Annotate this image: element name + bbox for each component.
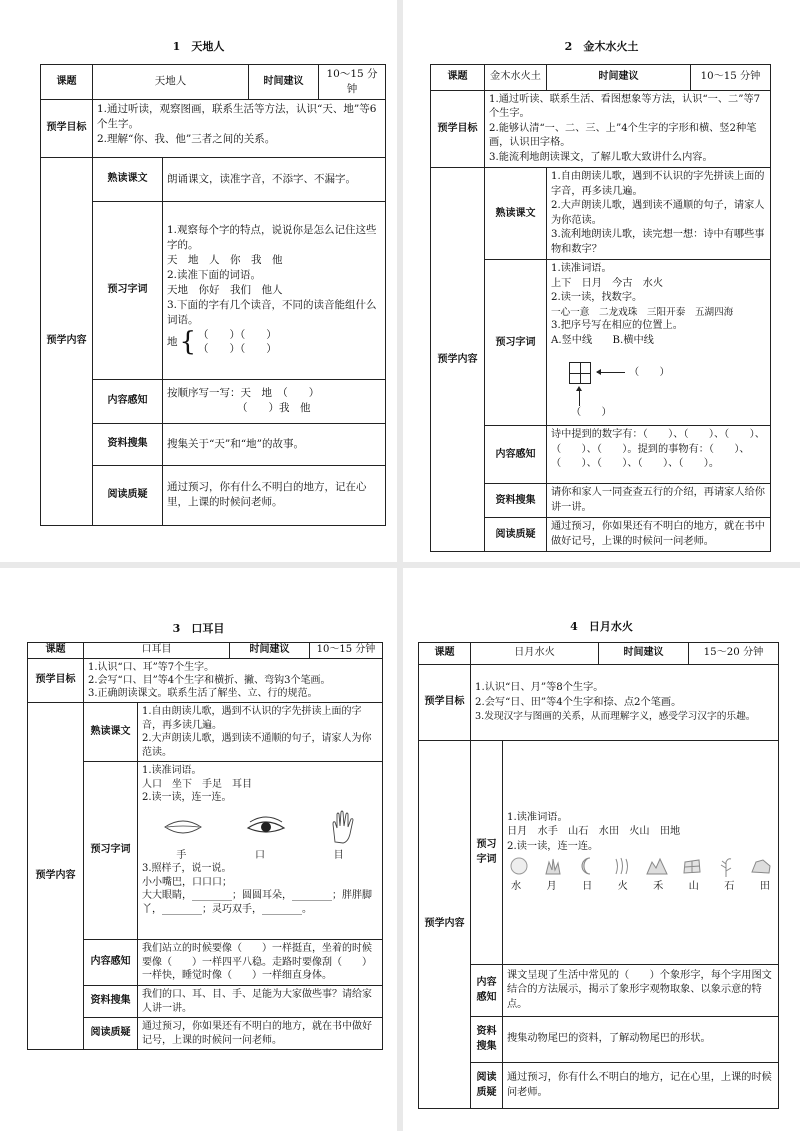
stone-icon xyxy=(750,856,772,876)
label-zhiyi: 阅读 质疑 xyxy=(471,1063,503,1109)
di-polyphone: 地 { （ ）（ ） （ ）（ ） xyxy=(167,327,277,358)
lesson-time: 10～15 分钟 xyxy=(319,65,386,100)
sun-icon xyxy=(509,856,529,876)
label-goal: 预学目标 xyxy=(419,665,471,741)
lesson-table xyxy=(27,642,383,1050)
lesson-table xyxy=(40,64,386,526)
label-content: 预学内容 xyxy=(28,703,84,1050)
mountain-icon xyxy=(646,856,668,876)
arrow-left-icon xyxy=(597,372,625,373)
label-ziliao: 资料搜集 xyxy=(485,484,547,518)
yuxi-content: 1.读准词语。 上下 日月 今古 水火 2.读一读，找数字。 一心一意 二龙戏珠 三阳开泰 五湖四海 3.把序号写在相应的位置上。 A.竖中线 B.横中线 （ ） （ ） xyxy=(547,260,771,426)
label-content: 预学内容 xyxy=(419,741,471,1109)
ziliao-text: 我们的口、耳、目、手、足能为大家做些事？请给家人讲一讲。 xyxy=(138,986,383,1018)
label-zhiyi: 阅读质疑 xyxy=(485,518,547,552)
label-keti: 课题 xyxy=(28,643,84,659)
label-yuxi: 预习字词 xyxy=(93,201,163,379)
page-lesson-4 xyxy=(403,568,800,1131)
page-lesson-1 xyxy=(0,0,397,562)
yuxi-content: 1.读准词语。 人口 坐下 手足 耳目 2.读一读，连一连。 手 口 目 3.照样子，说一说。 小小嘴巴，口口口； 大大眼睛，________；圆圆耳朵，________；胖胖脚丫，________；灵巧双手，________。 xyxy=(138,762,383,940)
goal-text: 1.通过听读，观察图画，联系生活等方法，认识“天、地”等6个生字。 2.理解“你、我、他”三者之间的关系。 xyxy=(93,99,386,157)
zhiyi-text: 通过预习，你如果还有不明白的地方，就在书中做好记号，上课的时候问一问老师。 xyxy=(138,1018,383,1050)
label-keti: 课题 xyxy=(41,65,93,100)
zhiyi-text: 通过预习，你有什么不明白的地方，记在心里，上课的时候问老师。 xyxy=(503,1063,779,1109)
label-yuxi: 预习字词 xyxy=(84,762,138,940)
zhiyi-text: 通过预习，你如果还有不明白的地方，就在书中做好记号，上课的时候问一问老师。 xyxy=(547,518,771,552)
label-yuxi: 预习字词 xyxy=(485,260,547,426)
label-ziliao: 资料 搜集 xyxy=(471,1017,503,1063)
ganzhi-text: 按顺序写一写：天 地 （ ） （ ）我 他 xyxy=(163,379,386,423)
ganzhi-text: 我们站立的时候要像（ ）一样挺直，坐着的时候要像（ ）一样四平八稳。走路时要像刮（ ）一样快，睡觉时像（ ）一样细直身体。 xyxy=(138,940,383,986)
label-ganzhi: 内容感知 xyxy=(485,426,547,484)
lesson-name: 口耳目 xyxy=(84,643,230,659)
goal-text: 1.认识“日、月”等8个生字。 2.会写“日、田”等4个生字和捺、点2个笔画。 3.发现汉字与图画的关系，从而理解字义，感受学习汉字的乐趣。 xyxy=(471,665,779,741)
label-yuxi: 预习 字词 xyxy=(471,741,503,965)
lesson-time: 15～20 分钟 xyxy=(689,643,779,665)
ziliao-text: 搜集动物尾巴的资料，了解动物尾巴的形状。 xyxy=(503,1017,779,1063)
grain-icon xyxy=(716,856,736,878)
lesson-name: 金木水火土 xyxy=(485,65,547,91)
tianzige-grid-icon xyxy=(569,362,591,384)
char-row: 手 口 目 xyxy=(176,849,344,861)
label-shudu: 熟读课文 xyxy=(84,703,138,762)
ganzhi-text: 诗中提到的数字有：（ ）、（ ）、（ ）、（ ）、（ ）。提到的事物有：（ ）、（ ）、（ ）、（ ）、（ ）。 xyxy=(547,426,771,484)
zhiyi-text: 通过预习，你有什么不明白的地方，记在心里，上课的时候问老师。 xyxy=(163,465,386,525)
label-zhiyi: 阅读质疑 xyxy=(84,1018,138,1050)
label-keti: 课题 xyxy=(419,643,471,665)
label-goal: 预学目标 xyxy=(41,99,93,157)
lesson-table xyxy=(418,642,779,1109)
moon-icon xyxy=(577,856,597,876)
lesson-name: 天地人 xyxy=(93,65,249,100)
yuxi-content: 1.观察每个字的特点，说说你是怎么记住这些字的。 天 地 人 你 我 他 2.读准下面的词语。 天地 你好 我们 他人 3.下面的字有几个读音，不同的读音能组什么词语。 地 { （ ）（ ） （ ）（ ） xyxy=(163,201,386,379)
label-time: 时间建议 xyxy=(547,65,691,91)
tianzige-exercise: （ ） （ ） xyxy=(551,354,766,416)
label-ganzhi: 内容感知 xyxy=(93,379,163,423)
mouth-icon xyxy=(163,817,203,837)
picture-row xyxy=(142,809,378,845)
lesson-table xyxy=(430,64,771,552)
label-ganzhi: 内容感知 xyxy=(84,940,138,986)
hand-icon xyxy=(329,810,357,844)
ziliao-text: 请你和家人一同查查五行的介绍，再请家人给你讲一讲。 xyxy=(547,484,771,518)
label-time: 时间建议 xyxy=(230,643,310,659)
label-content: 预学内容 xyxy=(41,157,93,525)
label-goal: 预学目标 xyxy=(431,91,485,168)
fire-icon xyxy=(543,856,563,876)
ganzhi-text: 课文呈现了生活中常见的（ ）个象形字，每个字用图文结合的方法展示，揭示了象形字观物取象、以象示意的特点。 xyxy=(503,965,779,1017)
goal-text: 1.通过听读、联系生活、看图想象等方法，认识“一、二”等7个生字。 2.能够认清“一、二、三、上”4个生字的字形和横、竖2种笔画，认识田字格。 3.能流利地朗读课文，了解儿歌大致讲什么内容。 xyxy=(485,91,771,168)
shudu-text: 1.自由朗读儿歌，遇到不认识的字先拼读上面的字音，再多读几遍。 2.大声朗读儿歌，遇到读不通顺的句子，请家人为你范读。 xyxy=(138,703,383,762)
label-zhiyi: 阅读质疑 xyxy=(93,465,163,525)
label-content: 预学内容 xyxy=(431,168,485,552)
label-time: 时间建议 xyxy=(249,65,319,100)
lesson-name: 日月水火 xyxy=(471,643,599,665)
label-shudu: 熟读课文 xyxy=(93,157,163,201)
shudu-text: 朗诵课文，读准字音，不添字、不漏字。 xyxy=(163,157,386,201)
label-shudu: 熟读课文 xyxy=(485,168,547,260)
label-ziliao: 资料搜集 xyxy=(84,986,138,1018)
label-ziliao: 资料搜集 xyxy=(93,423,163,465)
field-icon xyxy=(682,856,702,876)
label-keti: 课题 xyxy=(431,65,485,91)
lesson-time: 10～15 分钟 xyxy=(691,65,771,91)
page-lesson-2 xyxy=(403,0,800,562)
ziliao-text: 搜集关于“天”和“地”的故事。 xyxy=(163,423,386,465)
label-time: 时间建议 xyxy=(599,643,689,665)
goal-text: 1.认识“口、耳”等7个生字。 2.会写“口、目”等4个生字和横折、撇、弯钩3个笔画。 3.正确朗读课文。联系生活了解坐、立、行的规范。 xyxy=(84,659,383,703)
label-ganzhi: 内容 感知 xyxy=(471,965,503,1017)
lesson-title: 1 天地人 xyxy=(172,40,225,53)
lesson-title: 4 日月水火 xyxy=(570,620,633,633)
label-goal: 预学目标 xyxy=(28,659,84,703)
char-row: 水 月 日 火 禾 山 石 田 xyxy=(511,880,770,892)
page-lesson-3 xyxy=(0,568,397,1131)
shudu-text: 1.自由朗读儿歌，遇到不认识的字先拼读上面的字音，再多读几遍。 2.大声朗读儿歌，遇到读不通顺的句子，请家人为你范读。 3.流利地朗读儿歌，读完想一想：诗中有哪些事物和数字？ xyxy=(547,168,771,260)
lesson-title: 2 金木水火土 xyxy=(564,40,639,53)
brace-icon: { xyxy=(179,327,197,358)
arrow-up-icon xyxy=(579,388,580,406)
eye-icon xyxy=(246,816,286,838)
lesson-title: 3 口耳目 xyxy=(172,622,225,635)
pictograph-row xyxy=(507,856,774,878)
water-icon xyxy=(611,856,631,876)
yuxi-content: 1.读准词语。 日月 水手 山石 水田 火山 田地 2.读一读，连一连。 水 月 日 火 禾 山 石 田 xyxy=(503,741,779,965)
lesson-time: 10～15 分钟 xyxy=(310,643,383,659)
